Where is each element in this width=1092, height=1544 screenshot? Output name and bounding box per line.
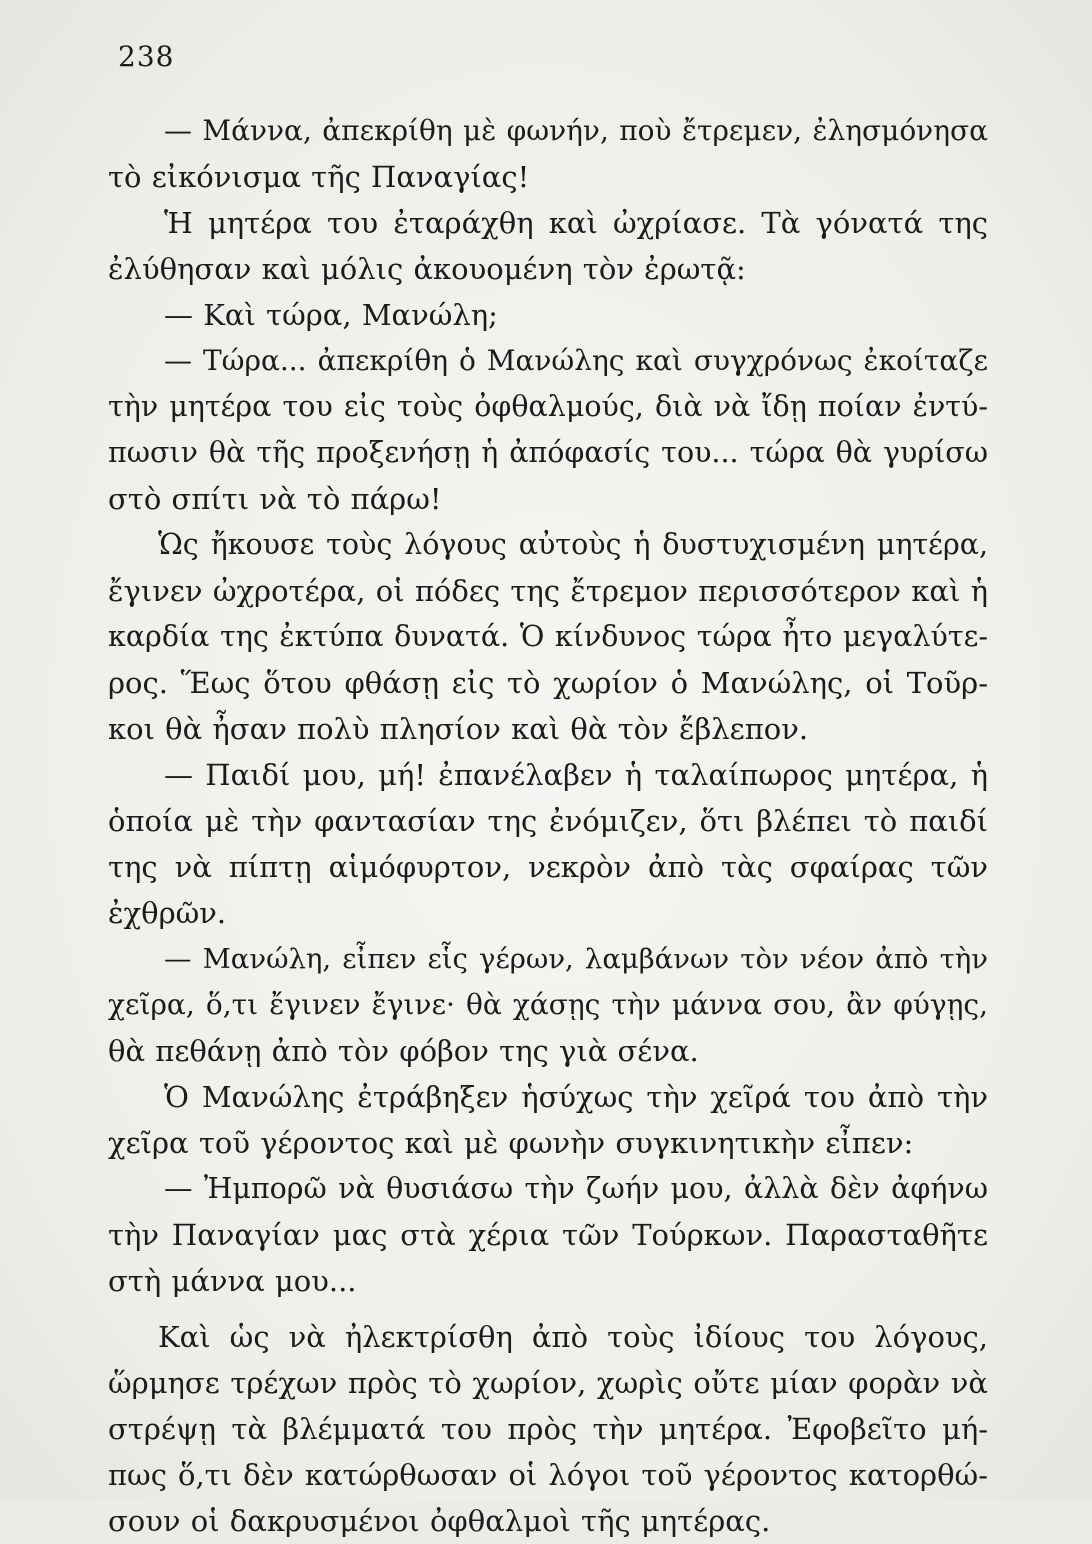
text-line: Ὁ Μανώλης ἐτράβηξεν ἡσύχως τὴν χεῖρά του ἀπὸ τὴν xyxy=(164,1080,988,1114)
paragraph-gap xyxy=(108,1304,988,1314)
text-line: ἔγινεν ὠχροτέρα, οἱ πόδες της ἔτρεμον περισσότερον καὶ ἡ xyxy=(108,574,988,608)
text-line: κοι θὰ ἦσαν πολὺ πλησίον καὶ θὰ τὸν ἔβλεπον. xyxy=(108,712,809,746)
text-line: στὴ μάννα μου... xyxy=(108,1264,357,1298)
text-line: χεῖρα τοῦ γέροντος καὶ μὲ φωνὴν συγκινητικὴν εἶπεν: xyxy=(108,1126,914,1160)
text-line: ἐχθρῶν. xyxy=(108,896,227,930)
body-text xyxy=(108,108,988,1544)
text-line: Ἡ μητέρα του ἐταράχθη καὶ ὠχρίασε. Τὰ γόνατά της xyxy=(164,206,988,240)
text-line: ρος. Ἕως ὅτου φθάσῃ εἰς τὸ χωρίον ὁ Μανώλης, οἱ Τοῦρ- xyxy=(108,666,988,700)
text-line: ὥρμησε τρέχων πρὸς τὸ χωρίον, χωρὶς οὔτε μίαν φορὰν νὰ xyxy=(108,1366,988,1400)
page-number: 238 xyxy=(118,40,175,73)
text-line: — Μάννα, ἀπεκρίθη μὲ φωνήν, ποὺ ἔτρεμεν, ἐλησμόνησα xyxy=(164,114,988,147)
text-line: — Τώρα... ἀπεκρίθη ὁ Μανώλης καὶ συγχρόνως ἐκοίταζε xyxy=(164,344,988,377)
text-line: θὰ πεθάνῃ ἀπὸ τὸν φόβον της γιὰ σένα. xyxy=(108,1034,699,1068)
text-line: σουν οἱ δακρυσμένοι ὀφθαλμοὶ τῆς μητέρας. xyxy=(108,1504,771,1538)
text-line: καρδία της ἐκτύπα δυνατά. Ὁ κίνδυνος τώρα ἦτο μεγαλύτε- xyxy=(108,620,988,653)
text-line: στὸ σπίτι νὰ τὸ πάρω! xyxy=(108,482,442,516)
text-line: ἐλύθησαν καὶ μόλις ἀκουομένη τὸν ἐρωτᾷ: xyxy=(108,252,746,286)
text-line: πωσιν θὰ τῆς προξενήσῃ ἡ ἀπόφασίς του... τώρα θὰ γυρίσω xyxy=(108,436,988,469)
text-line: χεῖρα, ὅ,τι ἔγινεν ἔγινε· θὰ χάσῃς τὴν μάννα σου, ἂν φύγῃς, xyxy=(108,988,988,1021)
text-line: — Καὶ τώρα, Μανώλη; xyxy=(164,298,498,332)
text-line: στρέψῃ τὰ βλέμματά του πρὸς τὴν μητέρα. Ἐφοβεῖτο μή- xyxy=(108,1412,988,1446)
text-line: της νὰ πίπτῃ αἱμόφυρτον, νεκρὸν ἀπὸ τὰς σφαίρας τῶν xyxy=(108,850,988,884)
text-line: τὴν Παναγίαν μας στὰ χέρια τῶν Τούρκων. Παρασταθῆτε xyxy=(108,1218,988,1252)
text-line: — Μανώλη, εἶπεν εἷς γέρων, λαμβάνων τὸν νέον ἀπὸ τὴν xyxy=(164,943,988,975)
text-line: Καὶ ὡς νὰ ἠλεκτρίσθη ἀπὸ τοὺς ἰδίους του λόγους, xyxy=(158,1320,988,1354)
text-line: ὁποία μὲ τὴν φαντασίαν της ἐνόμιζεν, ὅτι βλέπει τὸ παιδί xyxy=(108,804,988,838)
text-line: — Παιδί μου, μή! ἐπανέλαβεν ἡ ταλαίπωρος μητέρα, ἡ xyxy=(164,758,988,792)
text-line: — Ἠμπορῶ νὰ θυσιάσω τὴν ζωήν μου, ἀλλὰ δὲν ἀφήνω xyxy=(164,1172,988,1205)
text-line: τὸ εἰκόνισμα τῆς Παναγίας! xyxy=(108,160,530,194)
text-line: πως ὅ,τι δὲν κατώρθωσαν οἱ λόγοι τοῦ γέροντος κατορθώ- xyxy=(108,1458,988,1492)
text-line: Ὡς ἤκουσε τοὺς λόγους αὐτοὺς ἡ δυστυχισμένη μητέρα, xyxy=(158,528,988,561)
text-line: τὴν μητέρα του εἰς τοὺς ὀφθαλμούς, διὰ νὰ ἴδῃ ποίαν ἐντύ- xyxy=(108,390,988,423)
